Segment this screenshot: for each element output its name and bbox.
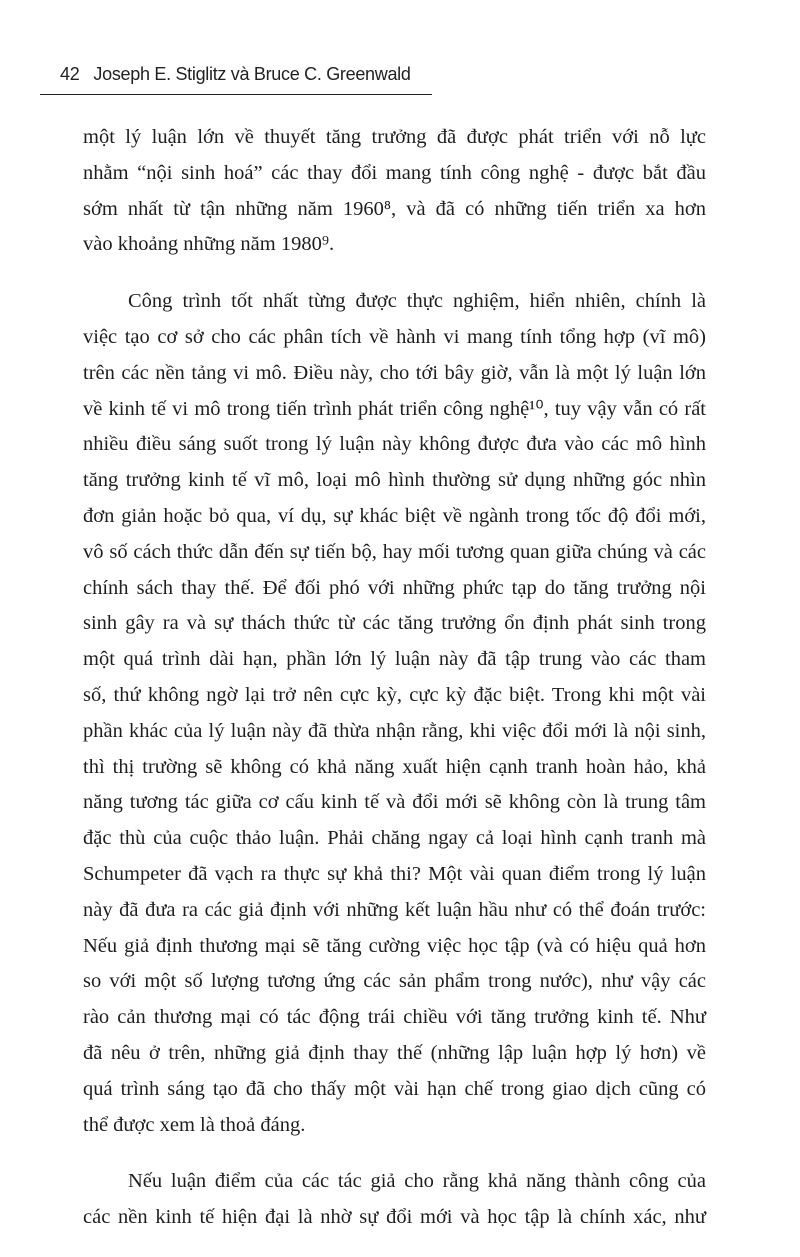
header-authors: Joseph E. Stiglitz và Bruce C. Greenwald bbox=[93, 64, 411, 84]
paragraph-2 bbox=[83, 284, 706, 1143]
text-line: đặc thù của cuộc thảo luận. Phải chăng ngay cả loại hình cạnh tranh mà bbox=[83, 827, 706, 850]
text-line: một quá trình dài hạn, phần lớn lý luận này đã tập trung vào các tham bbox=[83, 648, 706, 671]
text-line: thì thị trường sẽ không có khả năng xuất hiện cạnh tranh hoàn hảo, khả bbox=[83, 755, 706, 778]
text-line: việc tạo cơ sở cho các phân tích về hành vi mang tính tổng hợp (vĩ mô) bbox=[83, 325, 706, 348]
text-line: vào khoảng những năm 1980⁹. bbox=[83, 233, 335, 256]
text-line: sinh gây ra và sự thách thức từ các tăng trưởng ổn định phát sinh trong bbox=[83, 612, 706, 635]
paragraph-1 bbox=[83, 120, 706, 263]
text-line: tăng trưởng kinh tế vĩ mô, loại mô hình thường sử dụng những góc nhìn bbox=[83, 469, 706, 492]
text-line: so với một số lượng tương ứng các sản phẩm trong nước), như vậy các bbox=[83, 970, 706, 993]
text-line: Schumpeter đã vạch ra thực sự khả thi? Một vài quan điểm trong lý luận bbox=[83, 862, 706, 885]
text-line: nhằm “nội sinh hoá” các thay đổi mang tính công nghệ - được bắt đầu bbox=[83, 161, 706, 184]
text-line: đơn giản hoặc bỏ qua, ví dụ, sự khác biệt về ngành trong tốc độ đổi mới, bbox=[83, 504, 706, 527]
text-line: phần khác của lý luận này đã thừa nhận rằng, khi việc đổi mới là nội sinh, bbox=[83, 719, 706, 742]
text-line: các nền kinh tế hiện đại là nhờ sự đổi mới và học tập là chính xác, như bbox=[83, 1206, 706, 1229]
header-divider bbox=[40, 94, 432, 95]
text-line: một lý luận lớn về thuyết tăng trưởng đã được phát triển với nỗ lực bbox=[83, 126, 706, 148]
text-line: số, thứ không ngờ lại trở nên cực kỳ, cực kỳ đặc biệt. Trong khi một vài bbox=[83, 683, 706, 706]
text-line: này đã đưa ra các giả định với những kết luận hầu như có thể đoán trước: bbox=[83, 898, 706, 921]
text-line: về kinh tế vi mô trong tiến trình phát triển công nghệ¹⁰, tuy vậy vẫn có rất bbox=[83, 397, 706, 420]
text-line: Công trình tốt nhất từng được thực nghiệm, hiển nhiên, chính là bbox=[128, 290, 706, 313]
running-header bbox=[60, 64, 411, 85]
text-line: thể được xem là thoả đáng. bbox=[83, 1113, 306, 1136]
text-line: rào cản thương mại có tác động trái chiều với tăng trưởng kinh tế. Như bbox=[83, 1006, 706, 1029]
text-line: năng tương tác giữa cơ cấu kinh tế và đổi mới sẽ không còn là trung tâm bbox=[83, 791, 706, 814]
text-line: chính sách thay thế. Để đối phó với những phức tạp do tăng trưởng nội bbox=[83, 576, 706, 599]
text-line: quá trình sáng tạo đã cho thấy một vài hạn chế trong giao dịch cũng có bbox=[83, 1077, 706, 1100]
page-number: 42 bbox=[60, 64, 80, 84]
text-line: đã nêu ở trên, những giả định thay thế (những lập luận hợp lý hơn) về bbox=[83, 1041, 706, 1064]
text-line: nhiều điều sáng suốt trong lý luận này không được đưa vào các mô hình bbox=[83, 433, 706, 456]
text-line: trên các nền tảng vi mô. Điều này, cho tới bây giờ, vẫn là một lý luận lớn bbox=[83, 361, 706, 384]
text-line: Nếu luận điểm của các tác giả cho rằng khả năng thành công của bbox=[128, 1170, 706, 1193]
paragraph-3 bbox=[83, 1164, 706, 1236]
text-line: sớm nhất từ tận những năm 1960⁸, và đã có những tiến triển xa hơn bbox=[83, 197, 706, 220]
body-text bbox=[83, 120, 706, 1257]
text-line: Nếu giả định thương mại sẽ tăng cường việc học tập (và có hiệu quả hơn bbox=[83, 934, 706, 957]
text-line: vô số cách thức dẫn đến sự tiến bộ, hay mối tương quan giữa chúng và các bbox=[83, 540, 706, 563]
